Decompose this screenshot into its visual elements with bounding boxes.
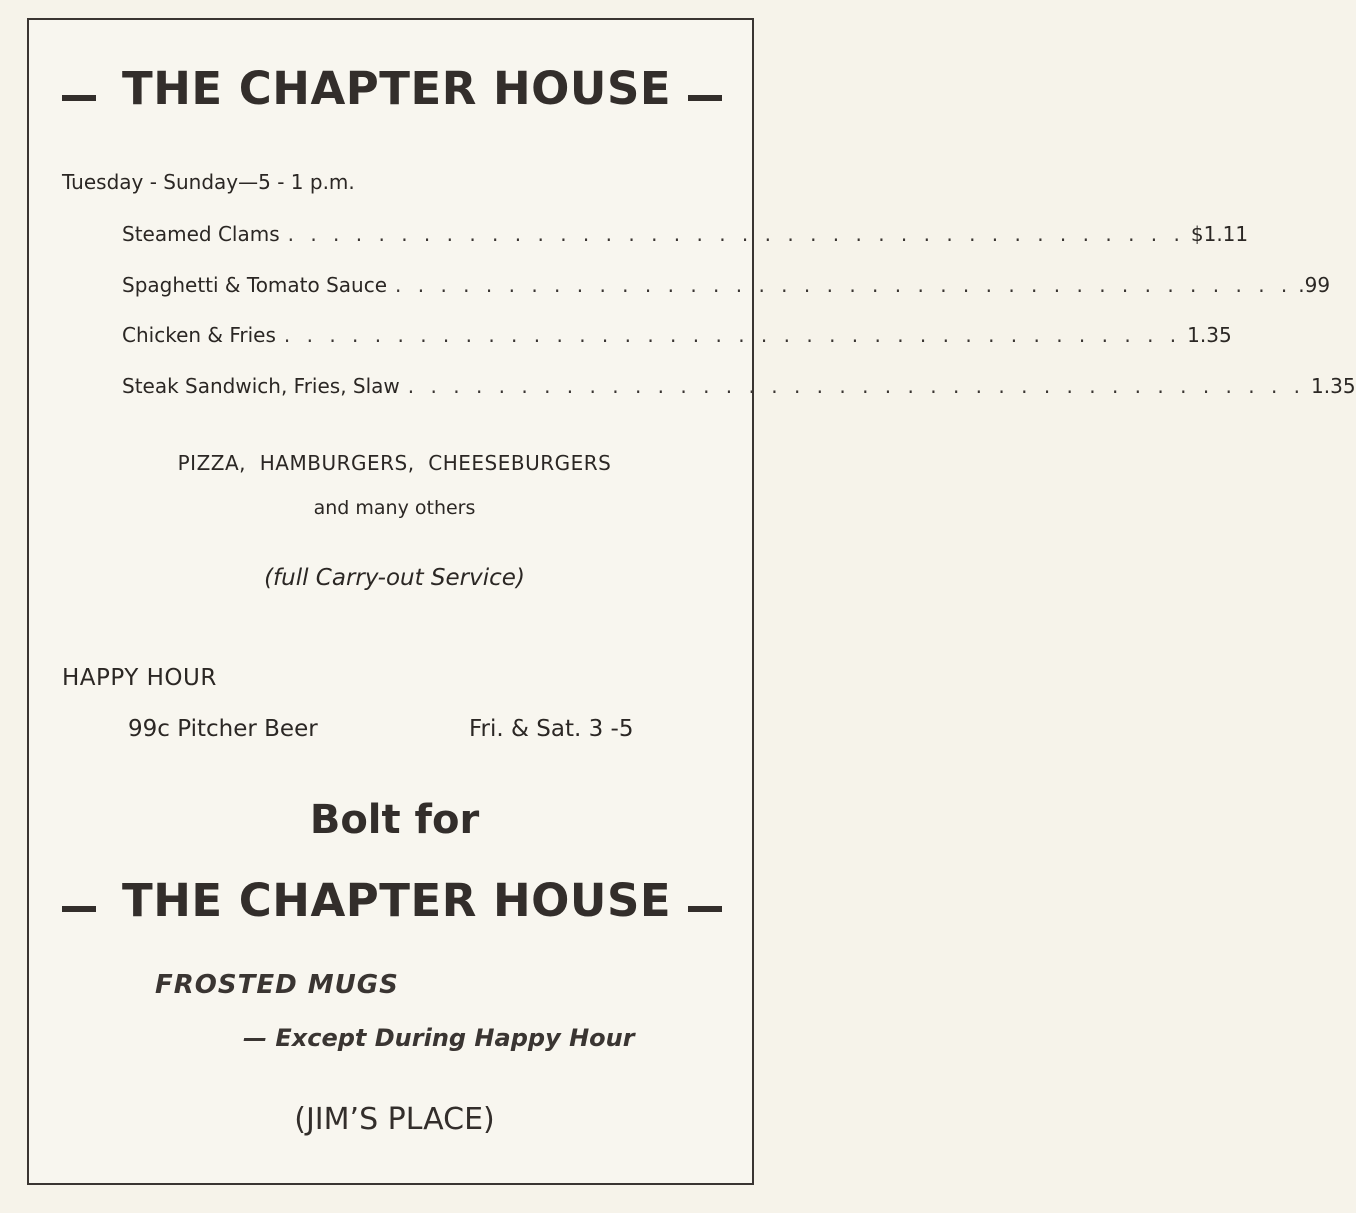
- frosted-mugs: FROSTED MUGS: [155, 970, 399, 1000]
- jims-place: (JIM’S PLACE): [294, 1102, 495, 1137]
- bolt-for-heading: Bolt for: [309, 797, 480, 843]
- title-dash-left: [62, 906, 96, 912]
- menu-item: [122, 371, 1356, 401]
- menu-item: [122, 320, 1232, 350]
- happy-hour-deal: 99c Pitcher Beer: [128, 716, 318, 742]
- title-dash-left: [62, 95, 96, 101]
- except-note: — Except During Happy Hour: [243, 1024, 635, 1052]
- menu-item-name: Spaghetti & Tomato Sauce: [122, 273, 388, 297]
- dot-leader: . . . . . . . . . . . . . . . . . . . . . . . . . . . . . . . . . . . . . . . .: [287, 222, 1185, 246]
- page-title: THE CHAPTER HOUSE: [122, 62, 672, 115]
- menu-item: [122, 219, 1249, 249]
- title-dash-right: [688, 95, 722, 101]
- menu-item-price: 1.35: [1187, 323, 1232, 347]
- closing-title: THE CHAPTER HOUSE: [122, 874, 672, 927]
- hours-text: Tuesday - Sunday—5 - 1 p.m.: [62, 170, 355, 194]
- dot-leader: . . . . . . . . . . . . . . . . . . . . . . . . . . . . . . . . . . . . . . . .: [283, 323, 1182, 347]
- extras-subline: and many others: [313, 497, 476, 519]
- menu-item-name: Chicken & Fries: [122, 323, 276, 347]
- title-dash-right: [688, 906, 722, 912]
- menu-item-price: .99: [1298, 273, 1331, 297]
- extras-line: PIZZA, HAMBURGERS, CHEESEBURGERS: [177, 451, 612, 475]
- dot-leader: . . . . . . . . . . . . . . . . . . . . . . . . . . . . . . . . . . . . . . . .: [395, 273, 1293, 297]
- menu-item-name: Steamed Clams: [122, 222, 280, 246]
- dot-leader: . . . . . . . . . . . . . . . . . . . . . . . . . . . . . . . . . . . . . . . .: [407, 374, 1306, 398]
- menu-item-price: 1.35: [1311, 374, 1356, 398]
- carry-out-note: (full Carry-out Service): [264, 565, 525, 591]
- happy-hour-time: Fri. & Sat. 3 -5: [469, 716, 634, 742]
- menu-item-name: Steak Sandwich, Fries, Slaw: [122, 374, 400, 398]
- menu-item: [122, 270, 1331, 300]
- happy-hour-title: HAPPY HOUR: [62, 665, 217, 691]
- menu-item-price: $1.11: [1190, 222, 1249, 246]
